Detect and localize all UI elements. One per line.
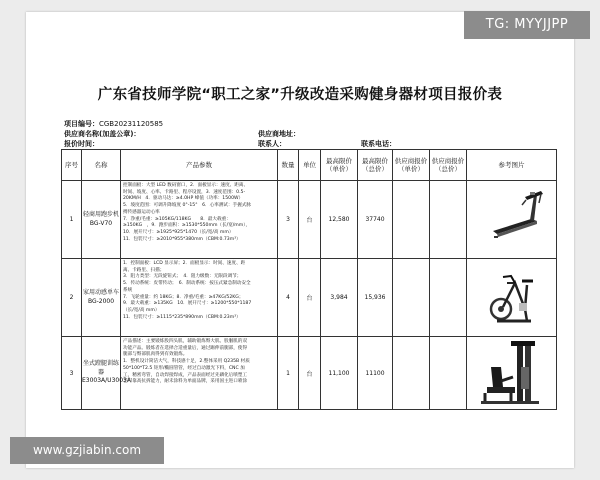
row-spec xyxy=(121,259,278,337)
spec-line: 11．包装尺寸：≥1115*235*890mm（CBM:0.23m³） xyxy=(123,314,241,320)
row-max-total-price: 15,936 xyxy=(358,259,393,337)
spec-line: 艺可靠高抗拆能力，耐未涂料为单面品牌，采用国主进口喷涂 xyxy=(123,379,248,385)
spec-line: 时间、坡度、心率、卡路里、程序设置，3．速度范围：0.5- xyxy=(123,189,246,195)
row-spec xyxy=(121,181,278,259)
row-no: 2 xyxy=(62,259,82,337)
document-title: 广东省技师学院“职工之家”升级改造采购健身器材项目报价表 xyxy=(97,87,503,103)
row-name: 坐式蹬腿训练器 E3003A/U3003A xyxy=(82,337,121,410)
header-supplier-unit-price: 供应商报价（单价） xyxy=(393,150,430,181)
project-number-label: 项目编号： xyxy=(64,120,99,128)
row-unit: 台 xyxy=(299,259,321,337)
spec-line: 20KM/H 4．驱动马达：≥4.0HP 峰值（功率：1500W） xyxy=(123,196,244,202)
row-unit: 台 xyxy=(299,181,321,259)
row-name: 家用动感单车 BG-2000 xyxy=(82,259,121,337)
document-page xyxy=(26,12,574,468)
header-spec: 产品参数 xyxy=(121,150,278,181)
row-supplier-total-price xyxy=(430,181,467,259)
spec-line: 离、卡路里、扫描； xyxy=(123,267,165,273)
spec-line: 3．阻力类型：无段旋钮式； 4．阻力级数：无限段调节； xyxy=(123,274,242,280)
spec-line: 7．飞轮重量：约 18KG；8．净重/毛重：≥47KG/52KG； xyxy=(123,294,244,300)
contact-person xyxy=(258,139,286,149)
header-unit: 单位 xyxy=(299,150,321,181)
row-qty: 4 xyxy=(278,259,299,337)
spec-line: 11．包装尺寸：≥2010*955*380mm（CBM:0.73m³） xyxy=(123,236,241,242)
row-supplier-unit-price xyxy=(393,181,430,259)
table-row xyxy=(62,181,557,259)
row-supplier-unit-price xyxy=(393,337,430,410)
supplier-name xyxy=(64,129,140,139)
row-max-unit-price: 11,100 xyxy=(321,337,358,410)
row-max-unit-price: 12,580 xyxy=(321,181,358,259)
treadmill-image xyxy=(467,181,557,256)
spec-line: 产品描述：主要锻炼股四头肌，辅助锻炼臀大肌、股腘肌的双 xyxy=(123,339,248,344)
leg-press-machine-image xyxy=(467,337,557,407)
spec-line: 10．展开尺寸：≥1925*925*1470（长/宽/高 mm） xyxy=(123,229,234,235)
row-max-unit-price: 3,984 xyxy=(321,259,358,337)
row-unit: 台 xyxy=(299,337,321,410)
quote-time-label: 报价时间： xyxy=(64,140,99,148)
row-name: 轻商用跑步机 BG-V70 xyxy=(82,181,121,259)
spec-line: 腿部与臀部肌肉得到有效锻炼。 xyxy=(123,352,188,358)
spec-line: 50*100*T2.5 矩形/椭圆管管，经过自动激光下料，CNC 加 xyxy=(123,365,245,371)
project-number xyxy=(64,119,163,129)
row-max-total-price: 11100 xyxy=(358,337,393,410)
supplier-address-label: 供应商地址： xyxy=(258,130,300,138)
row-max-total-price: 37740 xyxy=(358,181,393,259)
header-max-total-price: 最高限价（总价） xyxy=(358,150,393,181)
spec-line: 1．控制面板：LCD 显示屏；2．面板显示：时间、速度、距 xyxy=(123,261,246,266)
watermark-top-right: TG: MYYJJPP xyxy=(464,11,590,39)
spec-line: 7．净重/毛重：≥105KG/118KG 8．最大载重： xyxy=(123,216,231,222)
spec-line: 9．最大载重：≥135KG 10．展开尺寸：≥1200*550*1187 xyxy=(123,301,252,307)
header-supplier-total-price: 供应商报价（总价） xyxy=(430,150,467,181)
row-qty: 3 xyxy=(278,181,299,259)
contact-person-label: 联系人： xyxy=(258,140,286,148)
spec-line: ≥150KG ，9．跑步面积：≥1530*550mm（长/宽/mm）， xyxy=(123,223,251,229)
spec-line: 控制面板：大型 LED 数码窗口，2．面板显示：速度、距离、 xyxy=(123,183,249,188)
row-supplier-total-price xyxy=(430,337,467,410)
spec-line: 1．整机设计简洁大气，科技感十足，2.整体采用 Q235B 材质 xyxy=(123,359,250,365)
spec-line: 功能产品。锻炼者在选择合适重量后，通过踢伸前腿部，使得 xyxy=(123,345,248,351)
supplier-name-label: 供应商名称(加盖公章)： xyxy=(64,130,141,138)
header-qty: 数量 xyxy=(278,150,299,181)
spec-line: 系统 xyxy=(123,287,133,293)
project-number-value: CGB20231120585 xyxy=(99,120,164,128)
spec-line: 工，精密弯管，自动焊接焊成，产品表面经过先磷化后喷塑工 xyxy=(123,372,248,378)
table-row xyxy=(62,259,557,337)
spec-line: 5．传动系统：皮带传动； 6．制动系统：按压式紧急制动安全 xyxy=(123,281,251,287)
quote-time xyxy=(64,139,99,149)
row-image-cell xyxy=(467,337,557,410)
row-qty: 1 xyxy=(278,337,299,410)
header-max-unit-price: 最高限价（单价） xyxy=(321,150,358,181)
supplier-address xyxy=(258,129,300,139)
row-no: 3 xyxy=(62,337,82,410)
contact-phone-label: 联系电话： xyxy=(361,140,396,148)
watermark-bottom-left: www.gzjiabin.com xyxy=(10,437,164,464)
row-image-cell xyxy=(467,259,557,337)
row-image-cell xyxy=(467,181,557,259)
spec-line: 5．坡度范围：可调升降坡度 0°-15° 6．心率测试：手握式脉 xyxy=(123,203,251,209)
spin-bike-image xyxy=(467,259,557,334)
spec-line: 搏传感器运动心率 xyxy=(123,209,160,215)
row-supplier-unit-price xyxy=(393,259,430,337)
header-image: 参考图片 xyxy=(467,150,557,181)
spec-line: （长/宽/高 mm） xyxy=(123,307,160,313)
contact-phone xyxy=(361,139,396,149)
row-no: 1 xyxy=(62,181,82,259)
table-row xyxy=(62,337,557,410)
row-spec xyxy=(121,337,278,410)
quote-table xyxy=(61,149,557,410)
table-header-row xyxy=(62,150,557,181)
header-name: 名称 xyxy=(82,150,121,181)
header-no: 序号 xyxy=(62,150,82,181)
row-supplier-total-price xyxy=(430,259,467,337)
